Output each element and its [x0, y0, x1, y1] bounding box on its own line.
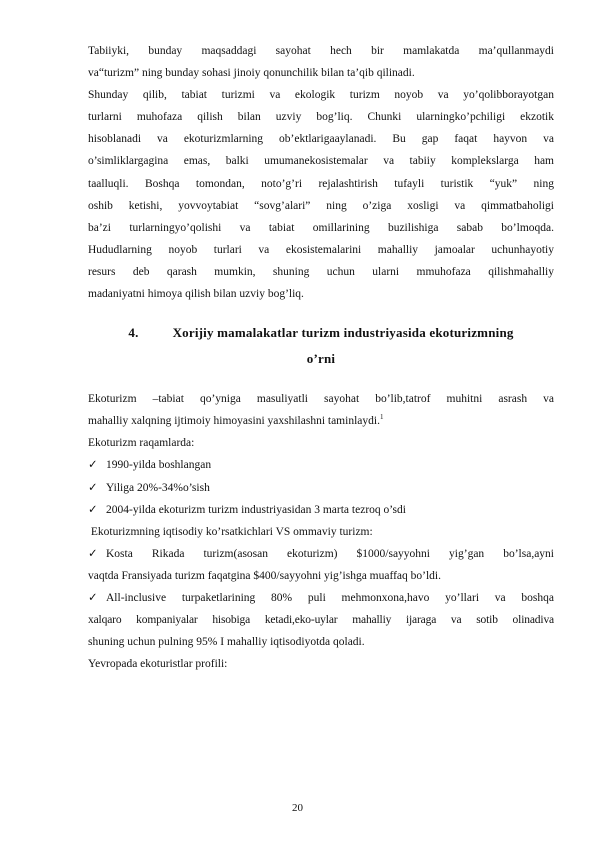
text-line: Shunday qilib, tabiat turizmi va ekologik turizm noyob va yo’qolibborayotgan	[88, 89, 554, 102]
footnote-marker[interactable]: 1	[379, 413, 384, 422]
list-item-text: Yiliga 20%-34%o’sish	[106, 481, 210, 494]
section-heading	[88, 320, 554, 372]
paragraph-2	[88, 84, 554, 305]
text-line: shuning uchun pulning 95% I mahalliy iqtisodiyotda qoladi.	[88, 636, 365, 649]
text-span: mahalliy xalqning ijtimoiy himoyasini yaxshilashni taminlaydi.	[88, 415, 380, 428]
paragraph-3	[88, 388, 554, 432]
check-icon: ✓	[88, 481, 98, 494]
europe-profile-heading: Yevropada ekoturistlar profili:	[88, 658, 228, 671]
text-line: vaqtda Fransiyada turizm faqatgina $400/sayyohni yig’ishga muaffaq bo’ldi.	[88, 569, 442, 582]
list-item	[88, 543, 554, 565]
check-icon: ✓	[88, 547, 98, 560]
text-line: Hududlarning noyob turlari va ekosistemalarini mahalliy jamoalar uchunhayotiy	[88, 243, 554, 256]
list-item	[88, 499, 554, 521]
heading-line	[88, 320, 554, 346]
heading-number: 4.	[128, 325, 139, 341]
text-line: taalluqli. Boshqa tomondan, noto’g’ri rejalashtirish tufayli turistik “yuk” ning	[88, 177, 554, 190]
check-icon: ✓	[88, 503, 98, 516]
page-number: 20	[292, 802, 303, 814]
check-icon: ✓	[88, 459, 98, 472]
text-line: hisoblanadi va ekoturizmlarning ob’ektlarigaaylanadi. Bu gap faqat hayvon va	[88, 133, 554, 146]
heading-title: Xorijiy mamalakatlar turizm industriyasida ekoturizmning	[172, 325, 514, 341]
text-line: oshib ketishi, yovvoytabiat “sovg’alari” ning o’ziga xosligi va qimmatbaholigi	[88, 199, 554, 212]
text-line: Tabiiyki, bunday maqsaddagi sayohat hech bir mamlakatda ma’qullanmaydi	[88, 45, 554, 57]
text-line: ba’zi turlarningyo’qolishi va tabiat omillarining buzilishiga sabab bo’lmoqda.	[88, 221, 554, 234]
check-icon: ✓	[88, 591, 98, 604]
list-item	[88, 477, 554, 499]
text-line: va“turizm” ning bunday sohasi jinoiy qonunchilik bilan ta’qib qilinadi.	[88, 67, 415, 80]
text-line: resurs deb qarash mumkin, shuning uchun ularni mmuhofaza qilishmahalliy	[88, 265, 554, 278]
text-line: o’simliklargagina emas, balki umumanekosistemalar va tabiiy komplekslarga ham	[88, 155, 554, 168]
text-line: madaniyatni himoya qilish bilan uzviy bog’liq.	[88, 288, 304, 301]
list-item-text: Kosta Rikada turizm(asosan ekoturizm) $1000/sayyohni yig’gan bo’lsa,ayni	[106, 547, 554, 560]
heading-title-continued: o’rni	[306, 351, 336, 367]
text-line: Ekoturizm –tabiat qo’yniga masuliyatli sayohat bo’lib,tatrof muhitni asrash va	[88, 393, 554, 406]
figures-list	[88, 454, 554, 520]
list-item	[88, 587, 554, 609]
document-page	[88, 40, 554, 675]
comparison-intro: Ekoturizmning iqtisodiy ko’rsatkichlari VS ommaviy turizm:	[88, 525, 373, 538]
paragraph-1	[88, 40, 554, 84]
list-item	[88, 454, 554, 476]
list-item-text: 1990-yilda boshlangan	[106, 459, 212, 472]
list-item-text: All-inclusive turpaketlarining 80% puli mehmonxona,havo yo’llari va boshqa	[106, 591, 554, 604]
text-line: turlarni muhofaza qilish bilan uzviy bog’liq. Chunki ularningko’pchiligi ekzotik	[88, 111, 554, 124]
list-item-text: 2004-yilda ekoturizm turizm industriyasidan 3 marta tezroq o’sdi	[106, 503, 406, 516]
text-line: xalqaro kompaniyalar hisobiga ketadi,eko-uylar mahalliy ijaraga va sotib olinadiva	[88, 614, 554, 627]
figures-intro: Ekoturizm raqamlarda:	[88, 437, 195, 450]
text-line	[88, 410, 554, 432]
